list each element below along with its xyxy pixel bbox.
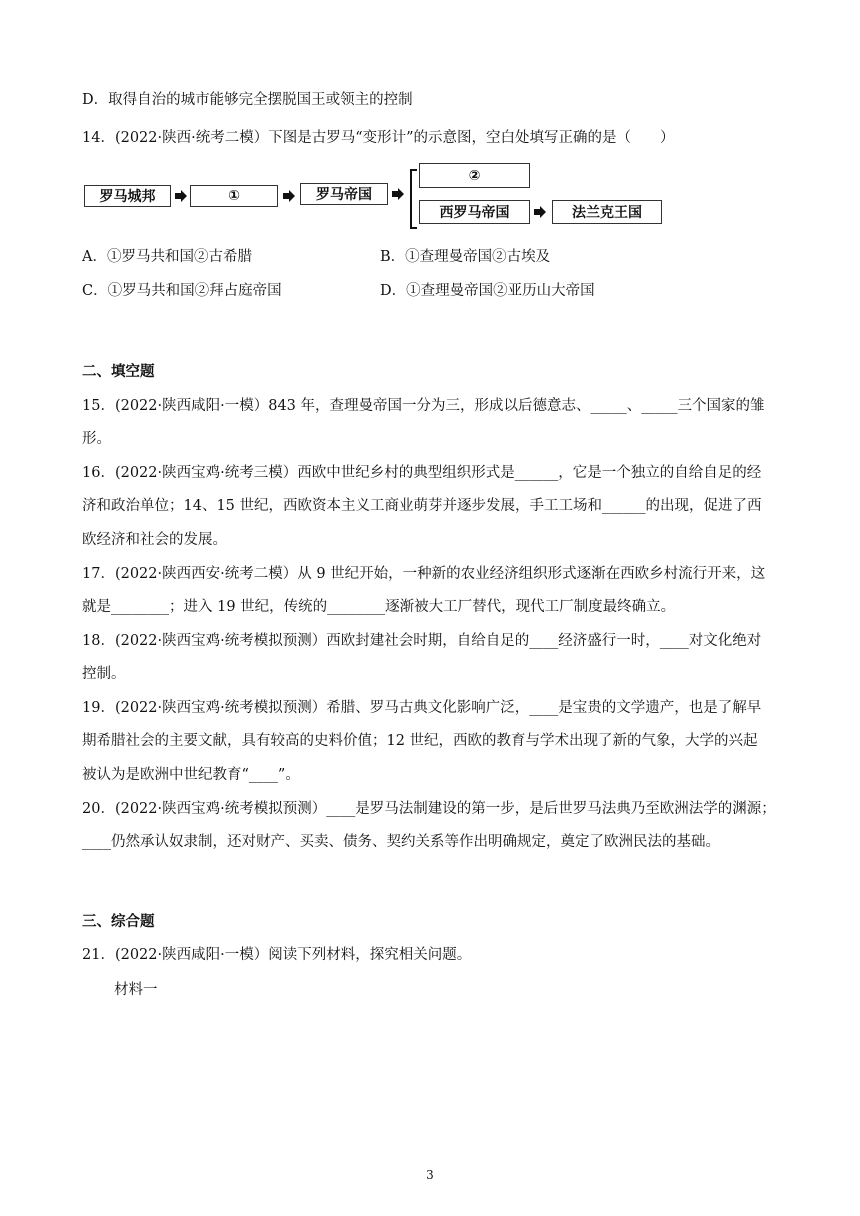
question-17: 17．(2022·陕西西安·统考二模）从 9 世纪开始，一种新的农业经济组织形式逐渐在西欧乡村流行开来，这 xyxy=(82,566,766,582)
option-c: C．①罗马共和国②拜占庭帝国 xyxy=(82,283,282,299)
section-heading-comprehensive: 三、综合题 xyxy=(82,914,155,930)
question-16-cont: 济和政治单位；14、15 世纪，西欧资本主义工商业萌芽并逐步发展，手工工场和______的出现，促进了西 xyxy=(82,498,762,514)
box-roman-city-state: 罗马城邦 xyxy=(84,185,171,207)
option-a: A．①罗马共和国②古希腊 xyxy=(82,249,252,265)
question-20: 20．(2022·陕西宝鸡·统考模拟预测）____是罗马法制建设的第一步，是后世罗马法典乃至欧洲法学的渊源； xyxy=(82,801,776,817)
box-blank-2: ② xyxy=(419,163,530,188)
question-19-cont: 期希腊社会的主要文献，具有较高的史料价值；12 世纪，西欧的教育与学术出现了新的气象，大学的兴起 xyxy=(82,733,758,749)
option-d: D．①查理曼帝国②亚历山大帝国 xyxy=(380,283,595,299)
box-blank-1: ① xyxy=(190,185,278,207)
question-16: 16．(2022·陕西宝鸡·统考三模）西欧中世纪乡村的典型组织形式是______，它是一个独立的自给自足的经 xyxy=(82,465,762,481)
material-one-label: 材料一 xyxy=(114,982,158,998)
question-16-cont2: 欧经济和社会的发展。 xyxy=(82,532,227,548)
question-14: 14．(2022·陕西·统考二模）下图是古罗马“变形计”的示意图，空白处填写正确的是（ ） xyxy=(82,130,675,146)
question-15: 15．(2022·陕西咸阳·一模）843 年，查理曼帝国一分为三，形成以后德意志、_____、_____三个国家的雏 xyxy=(82,398,765,414)
branch-brace-icon xyxy=(403,168,419,230)
box-frankish-kingdom: 法兰克王国 xyxy=(552,200,662,224)
arrow-right-icon xyxy=(175,189,187,203)
option-d-q13: D．取得自治的城市能够完全摆脱国王或领主的控制 xyxy=(82,92,413,108)
arrow-right-icon xyxy=(534,205,546,219)
option-b: B．①查理曼帝国②古埃及 xyxy=(380,249,551,265)
question-17-cont: 就是________；进入 19 世纪，传统的________逐渐被大工厂替代，现代工厂制度最终确立。 xyxy=(82,599,676,615)
arrow-right-icon xyxy=(283,189,295,203)
page-number: 3 xyxy=(426,1168,434,1182)
question-15-cont: 形。 xyxy=(82,431,111,447)
box-roman-empire: 罗马帝国 xyxy=(300,183,388,205)
question-20-cont: ____仍然承认奴隶制，还对财产、买卖、债务、契约关系等作出明确规定，奠定了欧洲民法的基础。 xyxy=(82,834,720,850)
question-21: 21．(2022·陕西咸阳·一模）阅读下列材料，探究相关问题。 xyxy=(82,947,472,963)
question-18: 18．(2022·陕西宝鸡·统考模拟预测）西欧封建社会时期，自给自足的____经济盛行一时，____对文化绝对 xyxy=(82,633,762,649)
question-19-cont2: 被认为是欧洲中世纪教育“____”。 xyxy=(82,767,300,783)
question-19: 19．(2022·陕西宝鸡·统考模拟预测）希腊、罗马古典文化影响广泛，____是宝贵的文学遗产，也是了解早 xyxy=(82,700,762,716)
section-heading-fill: 二、填空题 xyxy=(82,364,155,380)
question-18-cont: 控制。 xyxy=(82,666,126,682)
box-western-roman-empire: 西罗马帝国 xyxy=(419,200,530,224)
